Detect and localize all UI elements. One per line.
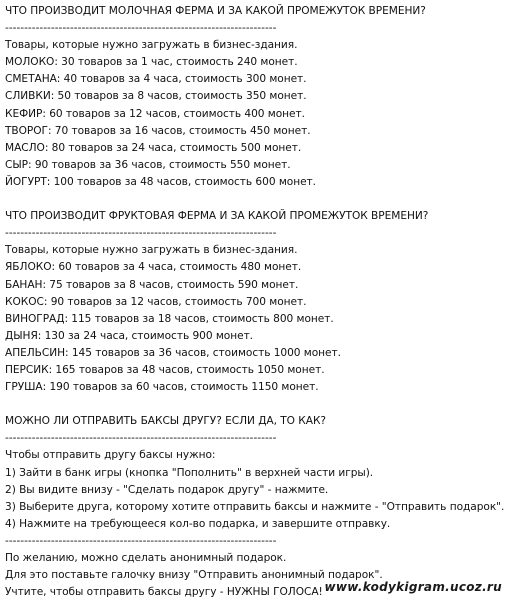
gift-divider: ----------------------------------------------------------------------- xyxy=(5,432,277,445)
dairy-item-cream: СЛИВКИ: 50 товаров за 8 часов, стоимость 350 монет. xyxy=(5,90,307,103)
section-gap xyxy=(5,396,500,413)
gift-divider-2: ----------------------------------------------------------------------- xyxy=(5,534,277,547)
fruit-item-orange: АПЕЛЬСИН: 145 товаров за 36 часов, стоимость 1000 монет. xyxy=(5,346,341,359)
fruit-item-melon: ДЫНЯ: 130 за 24 часа, стоимость 900 монет. xyxy=(5,329,254,342)
fruit-divider: ----------------------------------------------------------------------- xyxy=(5,227,277,240)
dairy-item-sour-cream: СМЕТАНА: 40 товаров за 4 часа, стоимость 300 монет. xyxy=(5,73,307,86)
dairy-item-kefir: КЕФИР: 60 товаров за 12 часов, стоимость 400 монет. xyxy=(5,107,305,120)
dairy-item-butter: МАСЛО: 80 товаров за 24 часа, стоимость 500 монет. xyxy=(5,141,302,154)
gift-step-1: 1) Зайти в банк игры (кнопка "Пополнить" в верхней части игры). xyxy=(5,466,374,479)
dairy-item-cottage-cheese: ТВОРОГ: 70 товаров за 16 часов, стоимость 450 монет. xyxy=(5,124,311,137)
dairy-item-yogurt: ЙОГУРТ: 100 товаров за 48 часов, стоимость 600 монет. xyxy=(5,175,316,188)
gift-step-4: 4) Нажмите на требующееся кол-во подарка, и завершите отправку. xyxy=(5,517,391,530)
faq-document xyxy=(5,3,505,601)
dairy-item-milk: МОЛОКО: 30 товаров за 1 час, стоимость 240 монет. xyxy=(5,56,298,69)
fruit-intro: Товары, которые нужно загружать в бизнес-здания. xyxy=(5,244,298,257)
fruit-item-pear: ГРУША: 190 товаров за 60 часов, стоимость 1150 монет. xyxy=(5,381,319,394)
fruit-item-banana: БАНАН: 75 товаров за 8 часов, стоимость 590 монет. xyxy=(5,278,299,291)
gift-note-checkbox: Для это поставьте галочку внизу "Отправить анонимный подарок". xyxy=(5,569,383,582)
fruit-item-apple: ЯБЛОКО: 60 товаров за 4 часа, стоимость 480 монет. xyxy=(5,261,302,274)
dairy-intro: Товары, которые нужно загружать в бизнес-здания. xyxy=(5,39,298,52)
fruit-item-coconut: КОКОС: 90 товаров за 12 часов, стоимость 700 монет. xyxy=(5,295,307,308)
gift-heading: МОЖНО ЛИ ОТПРАВИТЬ БАКСЫ ДРУГУ? ЕСЛИ ДА, ТО КАК? xyxy=(5,415,326,428)
gift-step-3: 3) Выберите друга, которому хотите отправить баксы и нажмите - "Отправить подарок". xyxy=(5,500,505,513)
gift-note-anonymous: По желанию, можно сделать анонимный подарок. xyxy=(5,552,287,564)
fruit-item-grape: ВИНОГРАД: 115 товаров за 18 часов, стоимость 800 монет. xyxy=(5,312,334,325)
fruit-heading: ЧТО ПРОИЗВОДИТ ФРУКТОВАЯ ФЕРМА И ЗА КАКОЙ ПРОМЕЖУТОК ВРЕМЕНИ? xyxy=(5,210,429,223)
fruit-item-peach: ПЕРСИК: 165 товаров за 48 часов, стоимость 1050 монет. xyxy=(5,363,325,376)
gift-note-votes: Учтите, чтобы отправить баксы другу - НУЖНЫ ГОЛОСА! xyxy=(5,586,323,599)
gift-intro: Чтобы отправить другу баксы нужно: xyxy=(5,449,216,462)
site-watermark: www.kodykigram.ucoz.ru xyxy=(324,580,502,594)
dairy-divider: ----------------------------------------------------------------------- xyxy=(5,22,277,35)
gift-step-2: 2) Вы видите внизу - "Сделать подарок другу" - нажмите. xyxy=(5,483,329,496)
dairy-item-cheese: СЫР: 90 товаров за 36 часов, стоимость 550 монет. xyxy=(5,158,291,171)
section-gap xyxy=(5,191,500,208)
dairy-heading: ЧТО ПРОИЗВОДИТ МОЛОЧНАЯ ФЕРМА И ЗА КАКОЙ ПРОМЕЖУТОК ВРЕМЕНИ? xyxy=(5,5,426,17)
